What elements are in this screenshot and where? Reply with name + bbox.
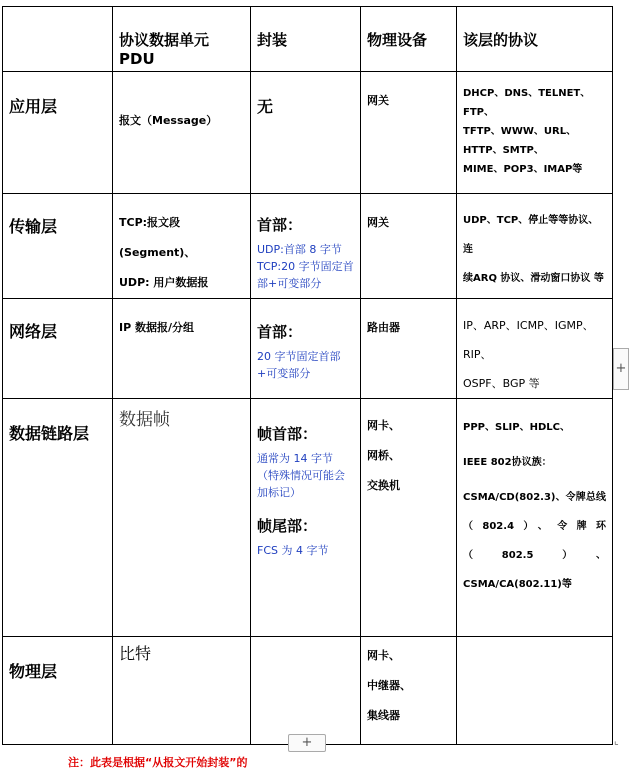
encap-cell: 帧首部： 通常为 14 字节（特殊情况可能会加标记） 帧尾部： FCS 为 4 字节 <box>251 399 361 637</box>
resize-corner-icon[interactable]: ⌞ <box>614 736 619 747</box>
header-encapsulation: 封装 <box>251 7 361 72</box>
pdu-cell: 比特 <box>113 637 251 745</box>
encap-cell: 无 <box>251 72 361 194</box>
encap-cell <box>251 637 361 745</box>
device-cell: 网关 <box>361 194 457 299</box>
header-pdu: 协议数据单元 PDU <box>113 7 251 72</box>
layer-name-cell: 数据链路层 <box>3 399 113 637</box>
table-header-row <box>3 7 613 72</box>
table-row <box>3 299 613 399</box>
device-cell: 网卡、 中继器、 集线器 <box>361 637 457 745</box>
header-protocols: 该层的协议 <box>457 7 613 72</box>
table-row <box>3 399 613 637</box>
encap-cell: 首部： 20 字节固定首部+可变部分 <box>251 299 361 399</box>
osi-layer-table <box>2 6 613 745</box>
table-note: 注：此表是根据“从报文开始封装”的 <box>68 756 248 769</box>
header-device: 物理设备 <box>361 7 457 72</box>
device-cell: 路由器 <box>361 299 457 399</box>
device-cell: 网卡、 网桥、 交换机 <box>361 399 457 637</box>
pdu-cell: IP 数据报/分组 <box>113 299 251 399</box>
layer-name-cell: 传输层 <box>3 194 113 299</box>
protocols-cell: PPP、SLIP、HDLC、 IEEE 802协议族： CSMA/CD(802.3)、令牌总线（802.4）、令牌环（802.5）、CSMA/CA(802.11)等 <box>457 399 613 637</box>
table-row <box>3 72 613 194</box>
protocols-cell: IP、ARP、ICMP、IGMP、RIP、 OSPF、BGP 等 <box>457 299 613 399</box>
protocols-cell: UDP、TCP、停止等等协议、连 续ARQ 协议、滑动窗口协议 等 <box>457 194 613 299</box>
layer-name-cell: 应用层 <box>3 72 113 194</box>
pdu-cell: 数据帧 <box>113 399 251 637</box>
protocols-cell <box>457 637 613 745</box>
protocols-cell: DHCP、DNS、TELNET、FTP、 TFTP、WWW、URL、HTTP、SMTP、 MIME、POP3、IMAP等 <box>457 72 613 194</box>
layer-name-cell: 物理层 <box>3 637 113 745</box>
table-row <box>3 637 613 745</box>
device-cell: 网关 <box>361 72 457 194</box>
table-row <box>3 194 613 299</box>
pdu-cell: TCP:报文段(Segment)、 UDP: 用户数据报 <box>113 194 251 299</box>
layer-name-cell: 网络层 <box>3 299 113 399</box>
add-column-button[interactable]: + <box>613 348 629 390</box>
add-row-button[interactable]: + <box>288 734 326 752</box>
header-empty-cell <box>3 7 113 72</box>
encap-cell: 首部： UDP:首部 8 字节 TCP:20 字节固定首部+可变部分 <box>251 194 361 299</box>
pdu-cell: 报文（Message） <box>113 72 251 194</box>
